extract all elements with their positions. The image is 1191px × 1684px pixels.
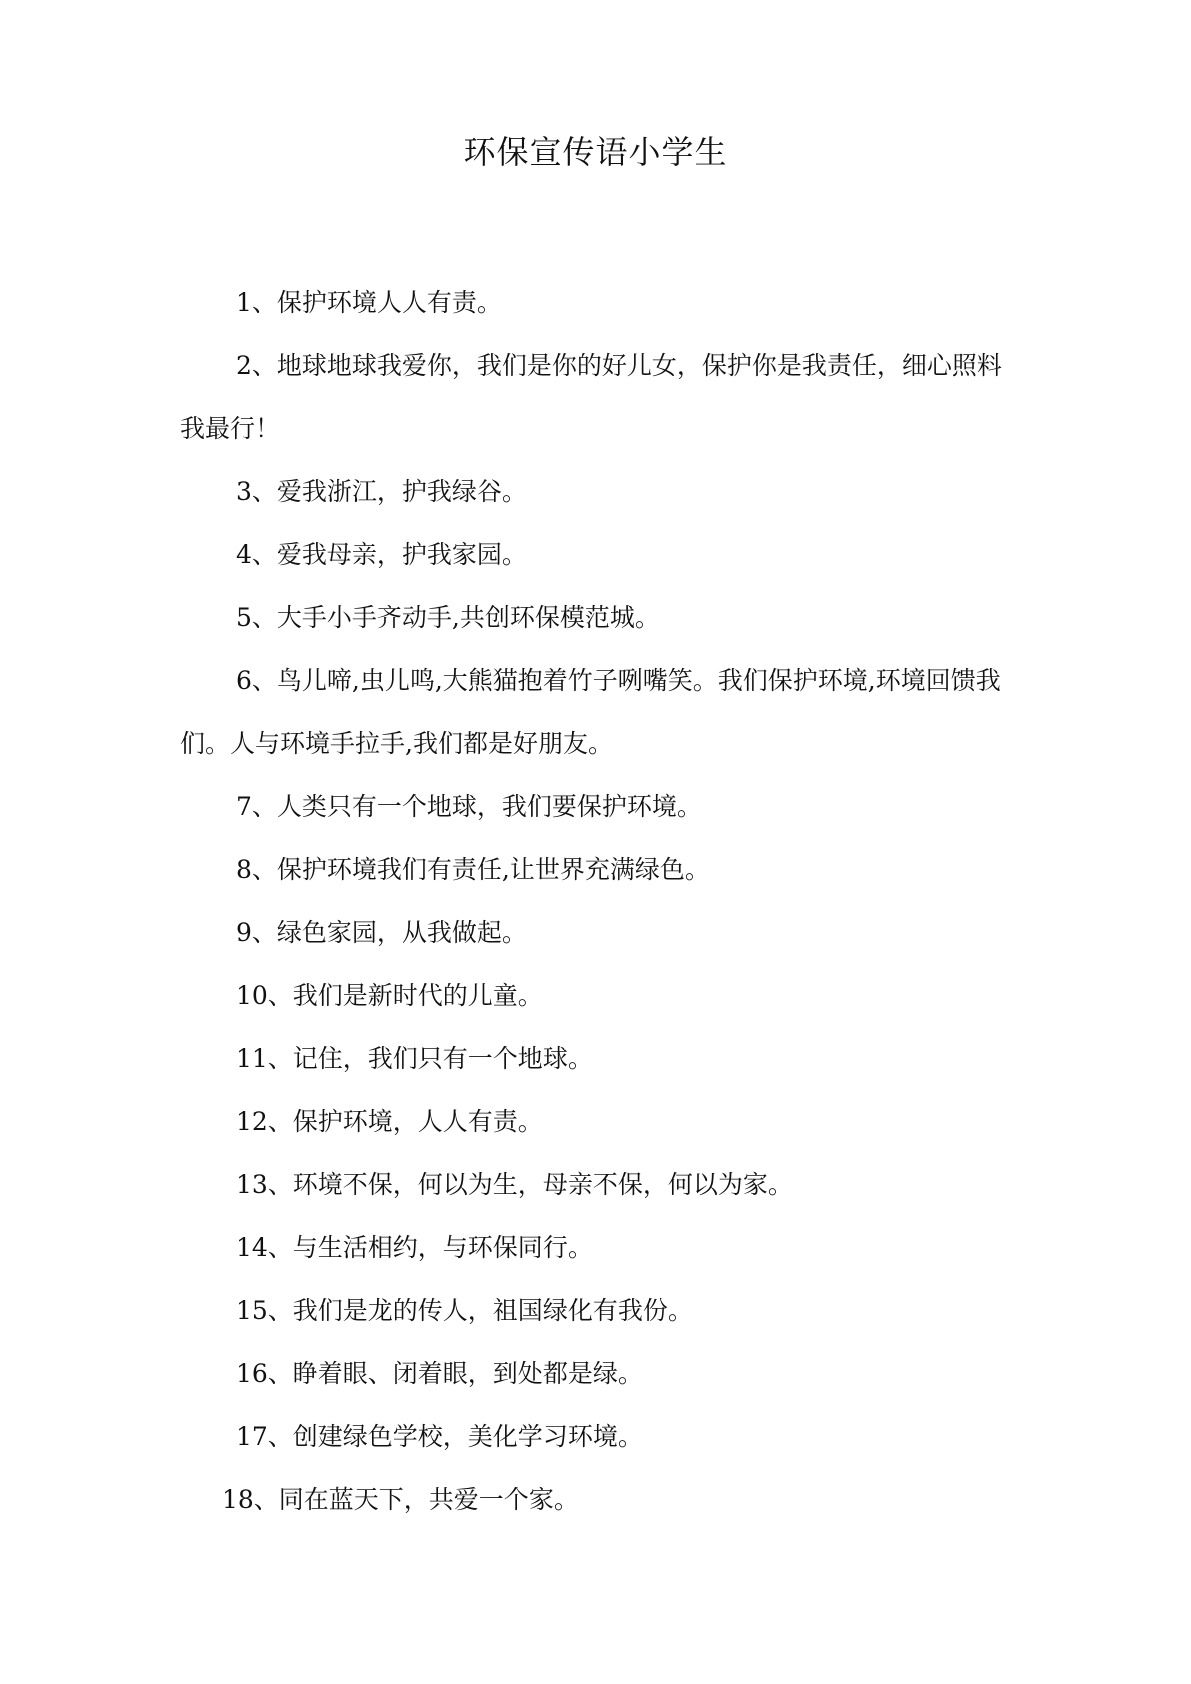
list-item: 1、保护环境人人有责。 — [236, 288, 502, 317]
slogan-list — [180, 271, 1015, 1531]
list-item: 2、地球地球我爱你，我们是你的好儿女，保护你是我责任，细心照料我最行！ — [180, 351, 1002, 443]
list-item: 5、大手小手齐动手,共创环保模范城。 — [236, 603, 660, 632]
list-item: 15、我们是龙的传人，祖国绿化有我份。 — [236, 1296, 693, 1325]
list-item: 3、爱我浙江，护我绿谷。 — [236, 477, 527, 506]
list-item: 6、鸟儿啼,虫儿鸣,大熊猫抱着竹子咧嘴笑。我们保护环境,环境回馈我们。人与环境手拉手,我们都是好朋友。 — [180, 666, 1001, 758]
list-item: 10、我们是新时代的儿童。 — [236, 981, 543, 1010]
list-item: 4、爱我母亲，护我家园。 — [236, 540, 527, 569]
list-item: 9、绿色家园，从我做起。 — [236, 918, 527, 947]
list-item: 7、人类只有一个地球，我们要保护环境。 — [236, 792, 702, 821]
list-item: 11、记住，我们只有一个地球。 — [236, 1044, 593, 1073]
list-item: 18、同在蓝天下，共爱一个家。 — [222, 1485, 579, 1514]
list-item: 17、创建绿色学校，美化学习环境。 — [236, 1422, 643, 1451]
list-item: 16、睁着眼、闭着眼，到处都是绿。 — [236, 1359, 643, 1388]
list-item: 8、保护环境我们有责任,让世界充满绿色。 — [236, 855, 710, 884]
list-item: 12、保护环境，人人有责。 — [236, 1107, 543, 1136]
page-title: 环保宣传语小学生 — [463, 133, 728, 171]
list-item: 13、环境不保，何以为生，母亲不保，何以为家。 — [236, 1170, 793, 1199]
list-item: 14、与生活相约，与环保同行。 — [236, 1233, 593, 1262]
